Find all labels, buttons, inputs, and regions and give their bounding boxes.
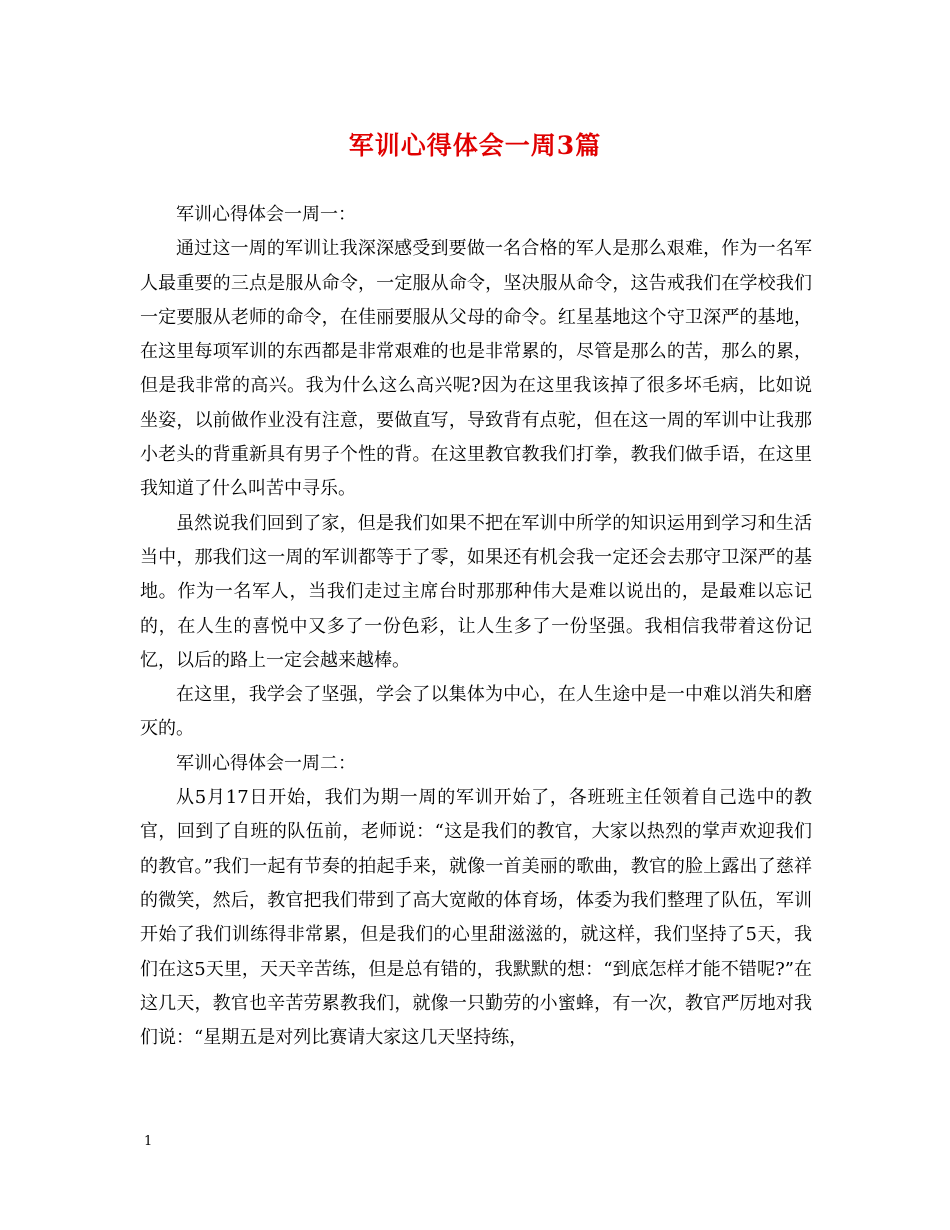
paragraph: 通过这一周的军训让我深深感受到要做一名合格的军人是那么艰难，作为一名军人最重要的三点是服从命令，一定服从命令，坚决服从命令，这告戒我们在学校我们一定要服从老师的命令，在佳丽要服从父母的命令。红星基地这个守卫深严的基地，在这里每项军训的东西都是非常艰难的也是非常累的，尽管是那么的苦，那么的累，但是我非常的高兴。我为什么这么高兴呢?因为在这里我该掉了很多坏毛病，比如说坐姿，以前做作业没有注意，要做直写，导致背有点驼，但在这一周的军训中让我那小老头的背重新具有男子个性的背。在这里教官教我们打拳，教我们做手语，在这里我知道了什么叫苦中寻乐。 [140, 238, 812, 500]
page-number: 1 [144, 1134, 153, 1149]
paragraph: 在这里，我学会了坚强，学会了以集体为中心，在人生途中是一中难以消失和磨灭的。 [140, 684, 812, 740]
paragraph: 虽然说我们回到了家，但是我们如果不把在军训中所学的知识运用到学习和生活当中，那我们这一周的军训都等于了零，如果还有机会我一定还会去那守卫深严的基地。作为一名军人，当我们走过主席台时那那种伟大是难以说出的，是最难以忘记的，在人生的喜悦中又多了一份色彩，让人生多了一份坚强。我相信我带着这份记忆，以后的路上一定会越来越棒。 [140, 512, 812, 671]
section-heading-2: 军训心得体会一周二： [176, 752, 356, 774]
paragraph: 从5月17日开始，我们为期一周的军训开始了，各班班主任领着自己选中的教官，回到了自班的队伍前，老师说：“这是我们的教官，大家以热烈的掌声欢迎我们的教官。”我们一起有节奏的拍起手来，就像一首美丽的歌曲，教官的脸上露出了慈祥的微笑，然后，教官把我们带到了高大宽敞的体育场，体委为我们整理了队伍，军训开始了我们训练得非常累，但是我们的心里甜滋滋的，就这样，我们坚持了5天，我们在这5天里，天天辛苦练，但是总有错的，我默默的想：“到底怎样才能不错呢?”在这几天，教官也辛苦劳累教我们，就像一只勤劳的小蜜蜂，有一次，教官严厉地对我们说：“星期五是对列比赛请大家这几天坚持练， [140, 787, 812, 1049]
document-title: 军训心得体会一周3篇 [348, 131, 602, 160]
document-body [140, 198, 812, 1055]
section-heading-1: 军训心得体会一周一： [176, 204, 356, 225]
